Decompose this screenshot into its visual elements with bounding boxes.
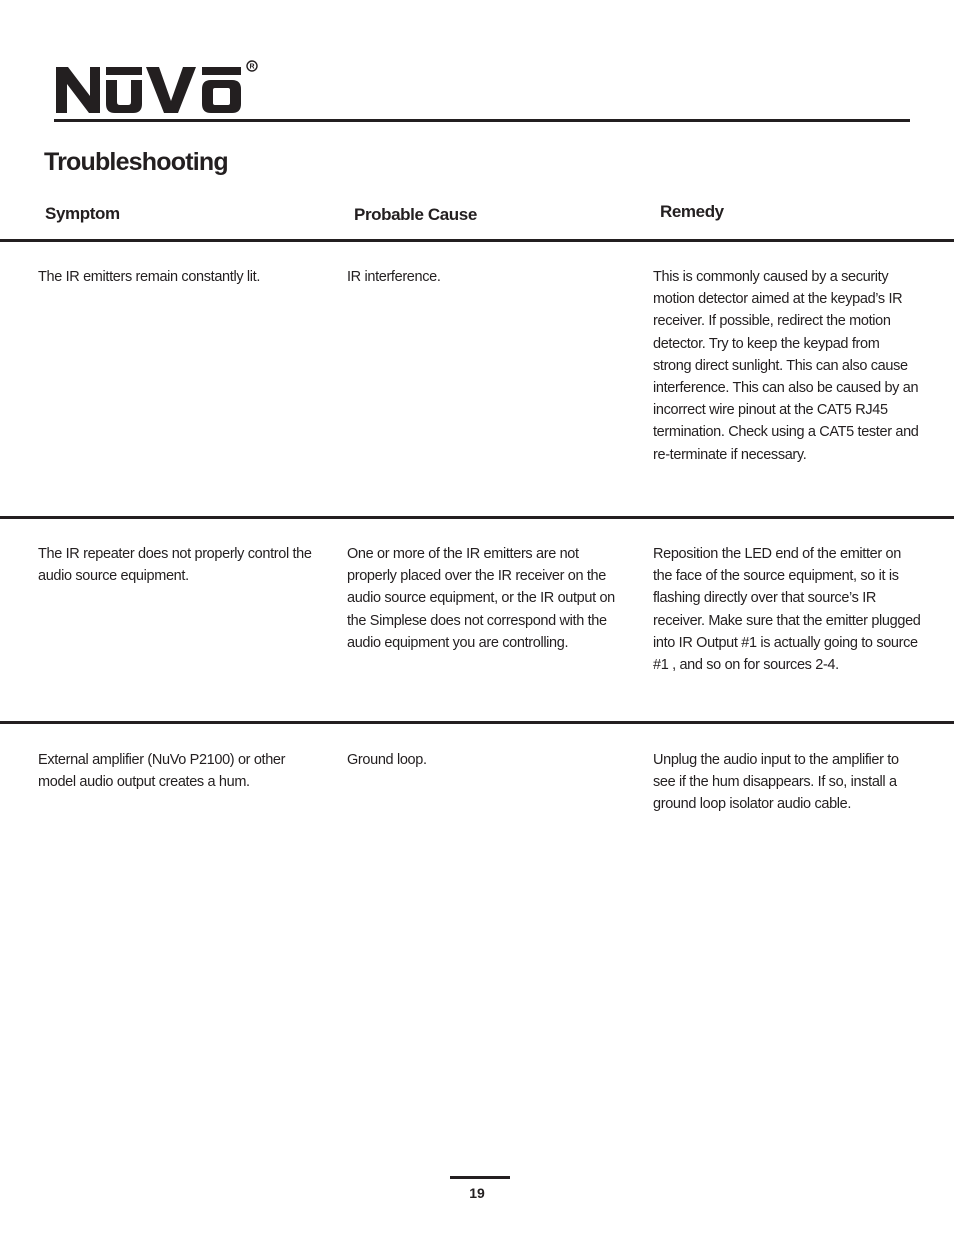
row-2-cause: One or more of the IR emitters are not properly placed over the IR receiver on the audio source equipment, or the IR output on the Simplese does not correspond with the audio equipment you are controlling.: [347, 546, 615, 651]
row-1-remedy: This is commonly caused by a security motion detector aimed at the keypad’s IR receiver. If possible, redirect the motion detector. Try to keep the keypad from strong direct sunlight. This can also cause interference. This can also be caused by an incorrect wire pinout at the CAT5 RJ45 termination. Check using a CAT5 tester and re-terminate if necessary.: [653, 269, 919, 463]
row-2-symptom: The IR repeater does not properly control the audio source equipment.: [38, 546, 312, 585]
header-rule: [54, 119, 910, 122]
page-number: 19: [469, 1185, 485, 1201]
page-title: Troubleshooting: [44, 148, 228, 176]
row-3-remedy: Unplug the audio input to the amplifier to see if the hum disappears. If so, install a ground loop isolator audio cable.: [653, 752, 899, 813]
row-3-symptom: External amplifier (NuVo P2100) or other model audio output creates a hum.: [38, 752, 286, 791]
row-2-remedy: Reposition the LED end of the emitter on the face of the source equipment, so it is flashing directly over that source’s IR receiver. Make sure that the emitter plugged into IR Output #1 is actually going to source #1 , and so on for sources 2-4.: [653, 546, 921, 674]
row-3-cause: Ground loop.: [347, 752, 427, 768]
row-divider-2: [0, 721, 954, 724]
column-header-probable-cause: Probable Cause: [354, 205, 477, 224]
nuvo-logo: [56, 58, 260, 118]
svg-text:R: R: [249, 63, 255, 71]
column-header-remedy: Remedy: [660, 202, 724, 221]
row-divider-1: [0, 516, 954, 519]
row-1-symptom: The IR emitters remain constantly lit.: [38, 269, 260, 285]
header-divider: [0, 239, 954, 242]
footer-rule: [450, 1176, 510, 1179]
row-1-cause: IR interference.: [347, 269, 441, 285]
column-header-symptom: Symptom: [45, 204, 120, 223]
